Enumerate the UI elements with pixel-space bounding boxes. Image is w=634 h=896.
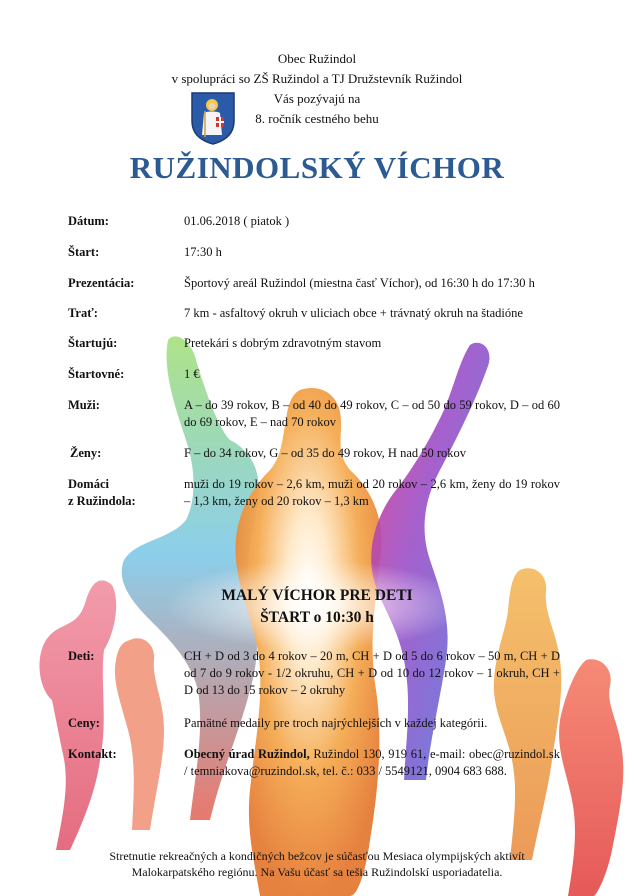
men-value: A – do 39 rokov, B – od 40 do 49 rokov, C – od 50 do 59 rokov, D – od 60 do 69 rokov, E – nad 70 rokov (184, 398, 560, 429)
registration-value: Športový areál Ružindol (miestna časť Víchor), od 16:30 h do 17:30 h (184, 276, 535, 290)
men-label: Muži: (68, 398, 100, 412)
organizer-line: Obec Ružindol (277, 51, 357, 66)
contact-label: Kontakt: (68, 747, 117, 761)
start-value: 17:30 h (184, 245, 222, 259)
entry-fee-label: Štartovné: (68, 367, 125, 381)
women-value: F – do 34 rokov, G – od 35 do 49 rokov, H nad 50 rokov (184, 446, 467, 460)
footer-line-1: Stretnutie rekreačných a kondičných bežcov je súčasťou Mesiaca olympijských aktivít (109, 849, 525, 863)
kids-start-time: ŠTART o 10:30 h (260, 609, 374, 626)
cooperation-line: v spolupráci so ZŠ Ružindol a TJ Družstevník Ružindol (171, 71, 463, 86)
women-label: Ženy: (70, 446, 102, 460)
prizes-value: Pamätné medaily pre troch najrýchlejších v každej kategórii. (184, 716, 488, 730)
registration-label: Prezentácia: (68, 276, 135, 290)
locals-label: Domáci z Ružindola: (68, 477, 136, 508)
course-label: Trať: (68, 306, 98, 320)
prizes-label: Ceny: (68, 716, 100, 730)
kids-label: Deti: (68, 649, 95, 663)
entry-fee-value: 1 € (184, 367, 200, 381)
contact-office: Obecný úrad Ružindol, (184, 747, 310, 761)
event-title: RUŽINDOLSKÝ VÍCHOR (129, 150, 505, 185)
contact-value (184, 746, 560, 780)
kids-categories: CH + D od 3 do 4 rokov – 20 m, CH + D od 5 do 6 rokov – 50 m, CH + D od 7 do 9 rokov - 1/2 okruhu, CH + D od 10 do 12 rokov – 1 okruh, CH + D od 13 do 15 rokov – 2 okruhy (184, 649, 560, 697)
kids-heading: MALÝ VÍCHOR PRE DETI (221, 587, 413, 604)
date-label: Dátum: (68, 214, 109, 228)
footer-line-2: Malokarpatského regiónu. Na Vašu účasť sa tešia Ružindolskí usporiadatelia. (131, 865, 503, 879)
date-value: 01.06.2018 ( piatok ) (184, 214, 290, 228)
coat-of-arms-icon (190, 91, 236, 145)
edition-line: 8. ročník cestného behu (255, 111, 379, 126)
start-label: Štart: (68, 245, 100, 259)
locals-value: muži do 19 rokov – 2,6 km, muži od 20 rokov – 2,6 km, ženy do 19 rokov – 1,3 km, ženy od 20 rokov – 1,3 km (184, 477, 560, 508)
course-value: 7 km - asfaltový okruh v uliciach obce + trávnatý okruh na štadióne (184, 306, 523, 320)
invitation-line: Vás pozývajú na (273, 91, 361, 106)
participants-label: Štartujú: (68, 336, 118, 350)
contact-details: Ružindol 130, 919 61, e-mail: obec@ruzindol.sk / temniakova@ruzindol.sk, tel. č.: 033 / 5549121, 0904 683 688. (184, 747, 560, 778)
participants-value: Pretekári s dobrým zdravotným stavom (184, 336, 382, 350)
